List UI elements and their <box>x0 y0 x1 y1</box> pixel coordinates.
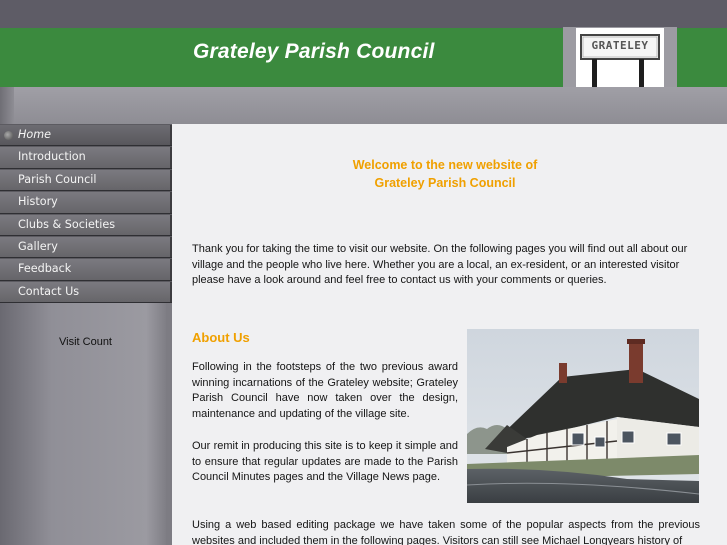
about-paragraph-2: Our remit in producing this site is to keep it simple and to ensure that regular updates are made to the Parish Council Minutes pages and the Village News page. <box>192 440 458 484</box>
sub-header-band <box>0 87 727 124</box>
thatched-cottage-image <box>467 329 699 503</box>
nav-item-label: Home <box>18 128 52 141</box>
nav-item-home[interactable] <box>0 124 172 146</box>
bullet-icon <box>4 131 13 140</box>
intro-paragraph: Thank you for taking the time to visit our website. On the following pages you will find out all about our village and the people who live here. Whether you are a local, an ex-resident, or an interested visitor please have a look around and feel free to contact us with your comments or queries. <box>192 243 688 287</box>
nav-item-clubs-societies[interactable] <box>0 214 172 236</box>
nav-item-contact-us[interactable] <box>0 281 172 303</box>
nav-item-label: Contact Us <box>18 284 80 298</box>
sign-text: GRATELEY <box>591 39 649 52</box>
nav-item-label: Clubs & Societies <box>18 217 116 231</box>
visit-count-label: Visit Count <box>59 336 112 348</box>
cottage-photo <box>467 329 699 503</box>
nav-item-label: Parish Council <box>18 172 97 186</box>
nav-item-history[interactable] <box>0 191 172 213</box>
nav-item-label: Introduction <box>18 150 86 164</box>
about-paragraph-1: Following in the footsteps of the two previous award winning incarnations of the Grateley website; Grateley Parish Council have now taken over the design, maintenance and updating of the village site. <box>192 361 458 420</box>
main-nav <box>0 124 172 303</box>
sub-header-shadow <box>0 87 14 124</box>
welcome-line-1: Welcome to the new website of <box>352 158 538 172</box>
nav-item-introduction[interactable] <box>0 146 172 168</box>
site-title: Grateley Parish Council <box>193 40 435 63</box>
about-paragraph-3: Using a web based editing package we have taken some of the popular aspects from the previous websites and included them in the following pages. Visitors can still see Michael Longyears history of <box>192 519 700 545</box>
welcome-heading <box>172 156 718 192</box>
nav-item-gallery[interactable] <box>0 236 172 258</box>
welcome-line-2: Grateley Parish Council <box>374 176 516 190</box>
top-band <box>0 0 727 28</box>
about-heading: About Us <box>192 330 250 345</box>
nav-item-label: History <box>18 195 58 209</box>
nav-item-parish-council[interactable] <box>0 169 172 191</box>
nav-item-label: Feedback <box>18 262 72 276</box>
nav-item-label: Gallery <box>18 239 58 253</box>
nav-item-feedback[interactable] <box>0 258 172 280</box>
